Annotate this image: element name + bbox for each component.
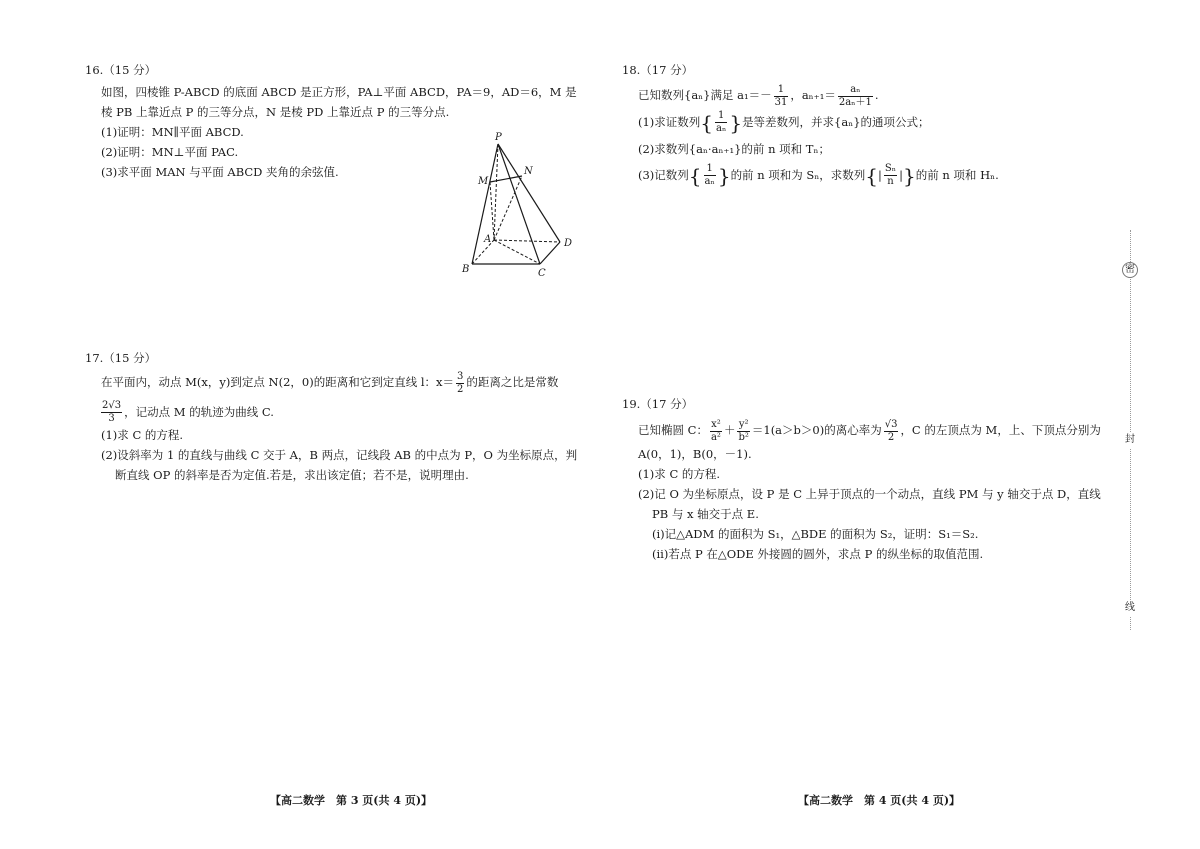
text-span: 的前 n 项和 Hₙ.	[915, 167, 999, 182]
abs-bar: |	[899, 167, 903, 182]
brace-open: {	[700, 110, 714, 135]
binding-char-mi: 密	[1122, 262, 1138, 278]
text-span: (3)记数列	[638, 167, 689, 182]
brace-close: }	[902, 163, 916, 188]
sub-question: (1)证明：MN∥平面 ABCD.	[101, 125, 244, 139]
abs-bar: |	[878, 167, 882, 182]
vertex-label-d: D	[564, 238, 573, 249]
question-text-line	[101, 370, 585, 396]
brace-open: {	[688, 163, 702, 188]
text-span: 在平面内，动点 M(x，y)到定点 N(2，0)的距离和它到定直线 l：x＝	[101, 375, 455, 389]
question-text-line	[638, 416, 1122, 444]
sub-question: (ⅰ)记△ADM 的面积为 S₁，△BDE 的面积为 S₂，证明：S₁＝S₂.	[652, 527, 979, 541]
question-18	[622, 60, 1122, 189]
sub-question: (2)求数列{aₙ·aₙ₊₁}的前 n 项和 Tₙ；	[638, 141, 830, 156]
fraction: $\frac{\text{Sₙ}}{n}$	[884, 163, 897, 187]
fraction: $\frac{√3}{2}$	[884, 418, 898, 443]
vertex-label-n: N	[524, 166, 533, 177]
question-text-line	[101, 400, 585, 426]
question-text-line: A(0，1)，B(0，－1).	[638, 447, 752, 461]
vertex-label-b: B	[462, 264, 470, 275]
brace-close: }	[729, 110, 743, 135]
sub-question	[638, 109, 1122, 136]
question-17	[85, 348, 585, 485]
text-span: 是等差数列，并求{aₙ}的通项公式；	[742, 114, 930, 129]
question-number: 18.（17 分）	[622, 63, 694, 77]
question-19	[622, 394, 1122, 564]
sub-question: (ⅱ)若点 P 在△ODE 外接圆的圆外，求点 P 的纵坐标的取值范围.	[652, 547, 984, 561]
binding-char-feng: 封	[1122, 432, 1138, 448]
text-span: ，aₙ₊₁＝	[790, 88, 836, 102]
question-number: 19.（17 分）	[622, 397, 694, 411]
fraction: $\frac{1}{\text{aₙ}}$	[716, 110, 727, 134]
text-span: ，记动点 M 的轨迹为曲线 C.	[124, 404, 274, 419]
binding-dotted-line	[1130, 230, 1131, 630]
vertex-label-p: P	[495, 132, 502, 143]
question-text-line: 如图，四棱锥 P-ABCD 的底面 ABCD 是正方形，PA⊥平面 ABCD，PA＝9，AD＝6，M 是	[101, 85, 577, 99]
text-span: (1)求证数列	[638, 114, 701, 129]
text-span: 已知椭圆 C：	[638, 423, 708, 437]
sub-question: PB 与 x 轴交于点 E.	[652, 507, 759, 521]
fraction: $\frac{3}{2}$	[457, 370, 464, 395]
question-text-line: 棱 PB 上靠近点 P 的三等分点，N 是棱 PD 上靠近点 P 的三等分点.	[101, 105, 450, 119]
vertex-label-m: M	[478, 176, 489, 187]
vertex-label-a: A	[484, 234, 492, 245]
fraction: $\frac{\text{x²}}{\text{a²}}$	[710, 418, 721, 443]
text-span: ，C 的左顶点为 M，上、下顶点分别为	[900, 423, 1101, 437]
question-number: 17.（15 分）	[85, 351, 157, 365]
fraction: $\frac{\text{aₙ}}{\text{2aₙ＋1}}$	[838, 83, 872, 108]
page-footer-left: 【高二数学 第 3 页(共 4 页)】	[270, 794, 433, 807]
brace-close: }	[717, 163, 731, 188]
text-span: 已知数列{aₙ}满足 a₁＝－	[638, 88, 772, 102]
brace-open: {	[865, 163, 879, 188]
text-span: ＝1(a＞b＞0)的离心率为	[751, 423, 882, 437]
question-number: 16.（15 分）	[85, 63, 157, 77]
fraction: $\frac{1}{31}$	[774, 83, 788, 108]
text-span: 的前 n 项和为 Sₙ，求数列	[730, 167, 866, 182]
fraction: $\frac{2√3}{3}$	[102, 400, 122, 424]
binding-char-xian: 线	[1122, 600, 1138, 616]
sub-question: (2)证明：MN⊥平面 PAC.	[101, 145, 239, 159]
pyramid-figure	[460, 132, 580, 282]
text-span: ＋	[723, 423, 736, 437]
fraction: $\frac{\text{y²}}{\text{b²}}$	[738, 418, 749, 443]
vertex-label-c: C	[538, 268, 546, 279]
sub-question	[638, 162, 1122, 189]
sub-question: (2)记 O 为坐标原点，设 P 是 C 上异于顶点的一个动点，直线 PM 与 y 轴交于点 D，直线	[638, 487, 1101, 501]
text-span: .	[874, 88, 879, 102]
sub-question: (2)设斜率为 1 的直线与曲线 C 交于 A，B 两点，记线段 AB 的中点为 P，O 为坐标原点，判	[101, 448, 578, 462]
sub-question: (1)求 C 的方程.	[638, 467, 721, 481]
question-text-line	[638, 82, 1122, 109]
sub-question: (3)求平面 MAN 与平面 ABCD 夹角的余弦值.	[101, 165, 339, 179]
sub-question: (1)求 C 的方程.	[101, 428, 184, 442]
sub-question: 断直线 OP 的斜率是否为定值.若是，求出该定值；若不是，说明理由.	[115, 468, 469, 482]
text-span: 的距离之比是常数	[466, 375, 559, 389]
fraction: $\frac{1}{\text{aₙ}}$	[704, 163, 715, 187]
page-footer-right: 【高二数学 第 4 页(共 4 页)】	[798, 794, 961, 807]
